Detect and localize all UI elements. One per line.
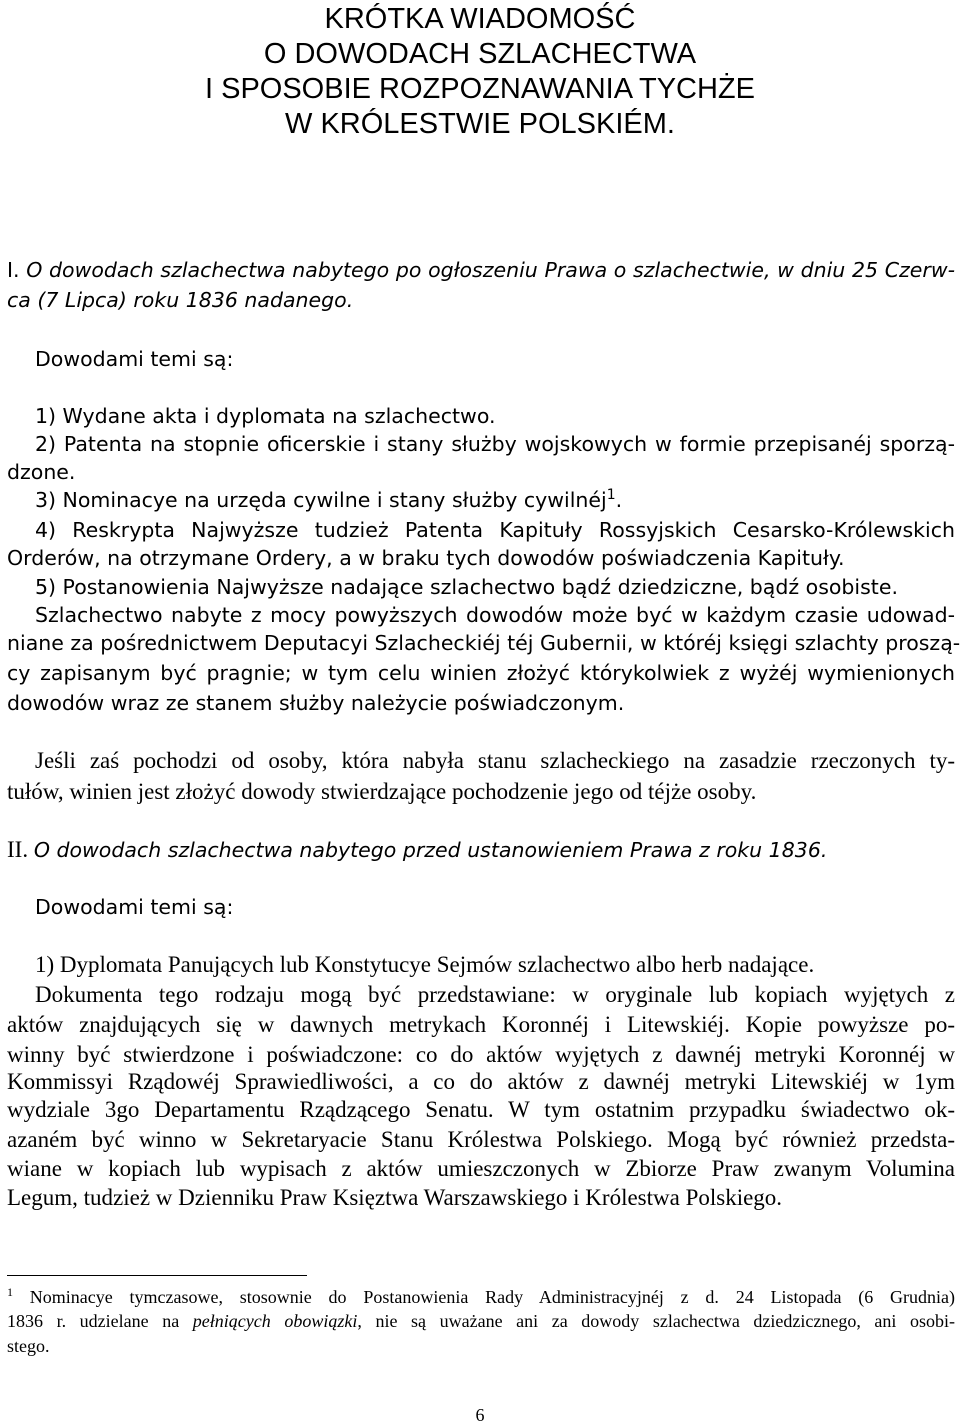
section-1-heading <box>7 256 955 284</box>
section-1-item-1: 1) Wydane akta i dyplomata na szlachectwo. <box>35 404 496 428</box>
section-2-paragraph-line-1: Dokumenta tego rodzaju mogą być przedstawiane: w oryginale lub kopiach wyjętych z <box>35 982 955 1007</box>
section-1-item-3-text: 3) Nominacye na urzęda cywilne i stany służby cywilnéj <box>35 488 607 512</box>
title-line-4: W KRÓLESTWIE POLSKIÉM. <box>285 108 675 140</box>
footnote-text-a: 1836 r. udzielane na <box>7 1311 193 1331</box>
section-2-intro: Dowodami temi są: <box>35 895 234 919</box>
section-1-item-4: 4) Reskrypta Najwyższe tudzież Patenta Kapituły Rossyjskich Cesarsko-Królewskich <box>35 518 955 542</box>
page-number: 6 <box>475 1405 485 1425</box>
section-1-item-3 <box>35 486 955 514</box>
section-2-heading-text: O dowodach szlachectwa nabytego przed ustanowieniem Prawa z roku 1836. <box>33 838 828 862</box>
section-2-paragraph-line-6: azaném być winno w Sekretaryacie Stanu Królestwa Polskiego. Mogą być również przedsta- <box>7 1127 955 1152</box>
footnote-text: Nominacye tymczasowe, stosownie do Postanowienia Rady Administracyjnéj z d. 24 Listopada (6 Grudnia) <box>29 1287 955 1307</box>
section-2-paragraph-line-8: Legum, tudzież w Dzienniku Praw Księztwa Warszawskiego i Królestwa Polskiego. <box>7 1185 783 1210</box>
section-1-paragraph-1-line-4: dowodów wraz ze stanem służby należycie poświadczonym. <box>7 691 625 715</box>
footnote-rule <box>7 1275 307 1276</box>
section-2-paragraph-line-3: winny być stwierdzone i poświadczone: co do aktów wyjętych z dawnéj metryki Koronnéj w <box>7 1042 955 1067</box>
footnote-line-3: stego. <box>7 1336 50 1356</box>
section-1-item-2: 2) Patenta na stopnie oficerskie i stany służby wojskowych w formie przepisanéj sporzą- <box>35 432 955 456</box>
section-1-paragraph-1-line-1: Szlachectwo nabyte z mocy powyższych dowodów może być w każdym czasie udowad- <box>35 603 955 627</box>
section-1-item-5: 5) Postanowienia Najwyższe nadające szlachectwo bądź dziedziczne, bądź osobiste. <box>35 575 898 599</box>
footnote-text-b: , nie są uważane ani za dowody szlachectwa dziedzicznego, ani osobi- <box>357 1311 956 1331</box>
footnote-reference: 1 <box>606 487 616 504</box>
section-1-paragraph-2-line-1: Jeśli zaś pochodzi od osoby, która nabyła stanu szlacheckiego na zasadzie rzeczonych ty- <box>35 748 955 773</box>
section-2-number: II. <box>7 837 29 862</box>
footnote-italic: pełniących obowiązki <box>192 1311 358 1331</box>
section-1-item-3-end: . <box>615 488 623 512</box>
section-2-item-1: 1) Dyplomata Panujących lub Konstytucye Sejmów szlachectwo albo herb nadające. <box>35 952 815 977</box>
section-1-paragraph-1-line-3: cy zapisanym być pragnie; w tym celu winien złożyć którykolwiek z wyżéj wymienionych <box>7 661 955 685</box>
section-1-paragraph-2-line-2: tułów, winien jest złożyć dowody stwierdzające pochodzenie jego od téjże osoby. <box>7 779 757 804</box>
section-1-number: I. <box>7 258 20 282</box>
section-1-heading-text: O dowodach szlachectwa nabytego po ogłoszeniu Prawa o szlachectwie, w dniu 25 Czerw- <box>26 258 955 282</box>
section-1-paragraph-1-line-2: niane za pośrednictwem Deputacyi Szlacheckiéj téj Gubernii, w któréj księgi szlachty proszą- <box>7 631 960 655</box>
title-line-3: I SPOSOBIE ROZPOZNAWANIA TYCHŻE <box>204 73 755 105</box>
section-2-paragraph-line-4: Kommissyi Rządowéj Sprawiedliwości, a co do aktów z dawnéj metryki Litewskiéj w 1ym <box>7 1069 955 1094</box>
title-line-1: KRÓTKA WIADOMOŚĆ <box>324 3 636 35</box>
footnote-line-2 <box>7 1309 955 1333</box>
section-1-intro: Dowodami temi są: <box>35 347 234 371</box>
footnote-marker: 1 <box>7 1285 13 1299</box>
section-1-item-2-cont: dzone. <box>7 460 76 484</box>
section-2-paragraph-line-5: wydziale 3go Departamentu Rządzącego Senatu. W tym ostatnim przypadku świadectwo ok- <box>7 1097 955 1122</box>
section-1-heading-cont: ca (7 Lipca) roku 1836 nadanego. <box>7 288 354 312</box>
section-1-item-4-cont: Orderów, na otrzymane Ordery, a w braku tych dowodów poświadczenia Kapituły. <box>7 546 845 570</box>
title-line-2: O DOWODACH SZLACHECTWA <box>263 38 697 70</box>
footnote-line-1 <box>7 1285 955 1309</box>
section-2-paragraph-line-2: aktów znajdujących się w dawnych metrykach Koronnéj i Litewskiéj. Kopie powyższe po- <box>7 1012 955 1037</box>
section-2-paragraph-line-7: wiane w kopiach lub wypisach z aktów umieszczonych w Zbiorze Praw zwanym Volumina <box>7 1156 955 1181</box>
section-2-heading <box>7 836 955 864</box>
